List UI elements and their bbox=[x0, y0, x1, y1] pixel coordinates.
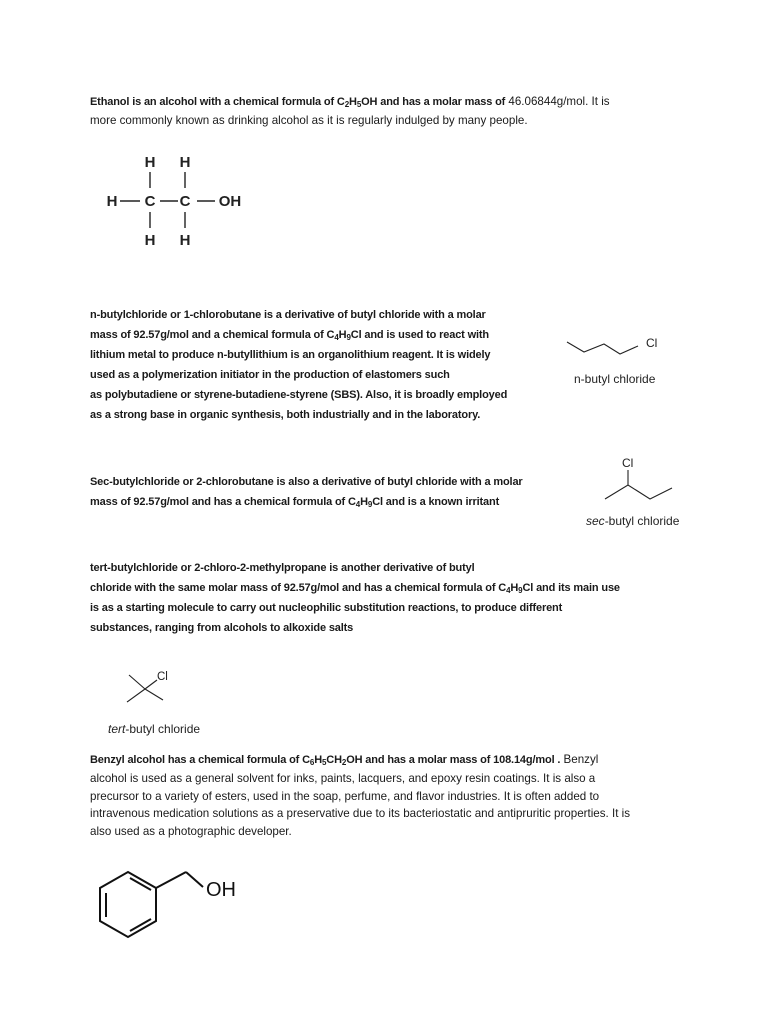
bond-ch2-oh bbox=[186, 872, 203, 887]
atom-h-bottom-2: H bbox=[179, 232, 191, 249]
tert-butyl-line-3: is as a starting molecule to carry out nucleophilic substitution reactions, to produce different bbox=[90, 602, 563, 614]
atom-h-bottom-1: H bbox=[144, 232, 156, 249]
tert-butyl-line-4: substances, ranging from alcohols to alkoxide salts bbox=[90, 622, 354, 634]
atom-c1: C bbox=[144, 193, 156, 210]
ethanol-structure bbox=[100, 148, 250, 248]
tert-butyl-methyl-3 bbox=[145, 689, 163, 700]
n-butyl-line-4: used as a polymerization initiator in the production of elastomers such bbox=[90, 369, 450, 381]
tert-butyl-c-cl-bond bbox=[145, 680, 157, 689]
atom-h-left: H bbox=[106, 193, 118, 210]
atom-h-top-1: H bbox=[144, 154, 156, 171]
benzene-ring bbox=[100, 872, 156, 937]
n-butyl-line-3: lithium metal to produce n-butyllithium is an organolithium reagent. It is widely bbox=[90, 349, 491, 361]
ethanol-bold-text: Ethanol is an alcohol with a chemical formula of $C_2H_5OH$ and has a molar mass of bbox=[90, 96, 506, 109]
benzyl-line-4: intravenous medication solutions as a preservative due to its bacteriostatic and antipruritic properties. It is bbox=[90, 807, 631, 820]
sec-butyl-caption: sec-butyl chloride bbox=[586, 514, 680, 528]
ethanol-paragraph bbox=[90, 92, 610, 130]
n-butyl-line-6: as a strong base in organic synthesis, both industrially and in the laboratory. bbox=[90, 409, 481, 421]
bond-ring-ch2 bbox=[156, 872, 186, 888]
ethanol-line-2: more commonly known as drinking alcohol as it is regularly indulged by many people. bbox=[90, 114, 528, 127]
tert-butyl-chloride-structure bbox=[105, 664, 225, 738]
sec-butyl-cl-atom: Cl bbox=[622, 456, 634, 470]
tert-butyl-methyl-2 bbox=[127, 689, 145, 702]
tert-butyl-caption: tert-butyl chloride bbox=[108, 722, 201, 736]
atom-h-top-2: H bbox=[179, 154, 191, 171]
n-butyl-line-2: mass of 92.57g/mol and a chemical formula of $C_4H_9Cl$ and is used to react with bbox=[90, 329, 489, 342]
tert-butyl-cl-atom: Cl bbox=[157, 671, 168, 683]
benzyl-oh-group: OH bbox=[206, 879, 236, 901]
benzyl-alcohol-structure bbox=[90, 862, 250, 967]
n-butyl-line-1: n-butylchloride or 1-chlorobutane is a derivative of butyl chloride with a molar bbox=[90, 309, 486, 321]
benzyl-line-2: alcohol is used as a general solvent for inks, paints, lacquers, and epoxy resin coatings. It is also a bbox=[90, 772, 596, 785]
tert-butyl-methyl-1 bbox=[129, 675, 145, 689]
benzyl-paragraph bbox=[90, 750, 630, 840]
n-butyl-chloride-structure bbox=[562, 332, 672, 392]
atom-c2: C bbox=[179, 193, 191, 210]
benzyl-line-3: precursor to a variety of esters, used in the soap, perfume, and flavor industries. It is often added to bbox=[90, 789, 600, 803]
n-butyl-line-5: as polybutadiene or styrene-butadiene-styrene (SBS). Also, it is broadly employed bbox=[90, 389, 508, 401]
n-butyl-cl-atom: Cl bbox=[646, 336, 658, 350]
n-butyl-caption: n-butyl chloride bbox=[574, 372, 656, 386]
sec-butyl-chloride-structure bbox=[580, 452, 700, 534]
n-butyl-paragraph bbox=[90, 305, 507, 425]
benzyl-bold-text: Benzyl alcohol has a chemical formula of $C_6H_5CH_2OH$ and has a molar mass of 108.14g/mol . bbox=[90, 754, 561, 767]
tert-butyl-paragraph bbox=[90, 558, 620, 638]
benzyl-line-1: Benzyl alcohol has a chemical formula of $C_6H_5CH_2OH$ and has a molar mass of 108.14g/mol . Benzyl bbox=[90, 753, 599, 767]
benzyl-line-5: also used as a photographic developer. bbox=[90, 824, 292, 838]
sec-butyl-paragraph bbox=[90, 472, 523, 512]
sec-butyl-line-1: Sec-butylchloride or 2-chlorobutane is also a derivative of butyl chloride with a molar bbox=[90, 476, 523, 488]
ethanol-molar-mass: 46.06844g/mol. It is bbox=[505, 95, 610, 108]
sec-butyl-chain bbox=[605, 485, 672, 499]
atom-oh: OH bbox=[218, 193, 242, 210]
n-butyl-chain bbox=[567, 342, 638, 354]
sec-butyl-line-2: mass of 92.57g/mol and has a chemical formula of $C_4H_9Cl$ and is a known irritant bbox=[90, 496, 500, 509]
tert-butyl-line-2: chloride with the same molar mass of 92.57g/mol and has a chemical formula of $C_4H_9Cl$ and its main use bbox=[90, 582, 620, 595]
tert-butyl-line-1: tert-butylchloride or 2-chloro-2-methylpropane is another derivative of butyl bbox=[90, 562, 475, 574]
